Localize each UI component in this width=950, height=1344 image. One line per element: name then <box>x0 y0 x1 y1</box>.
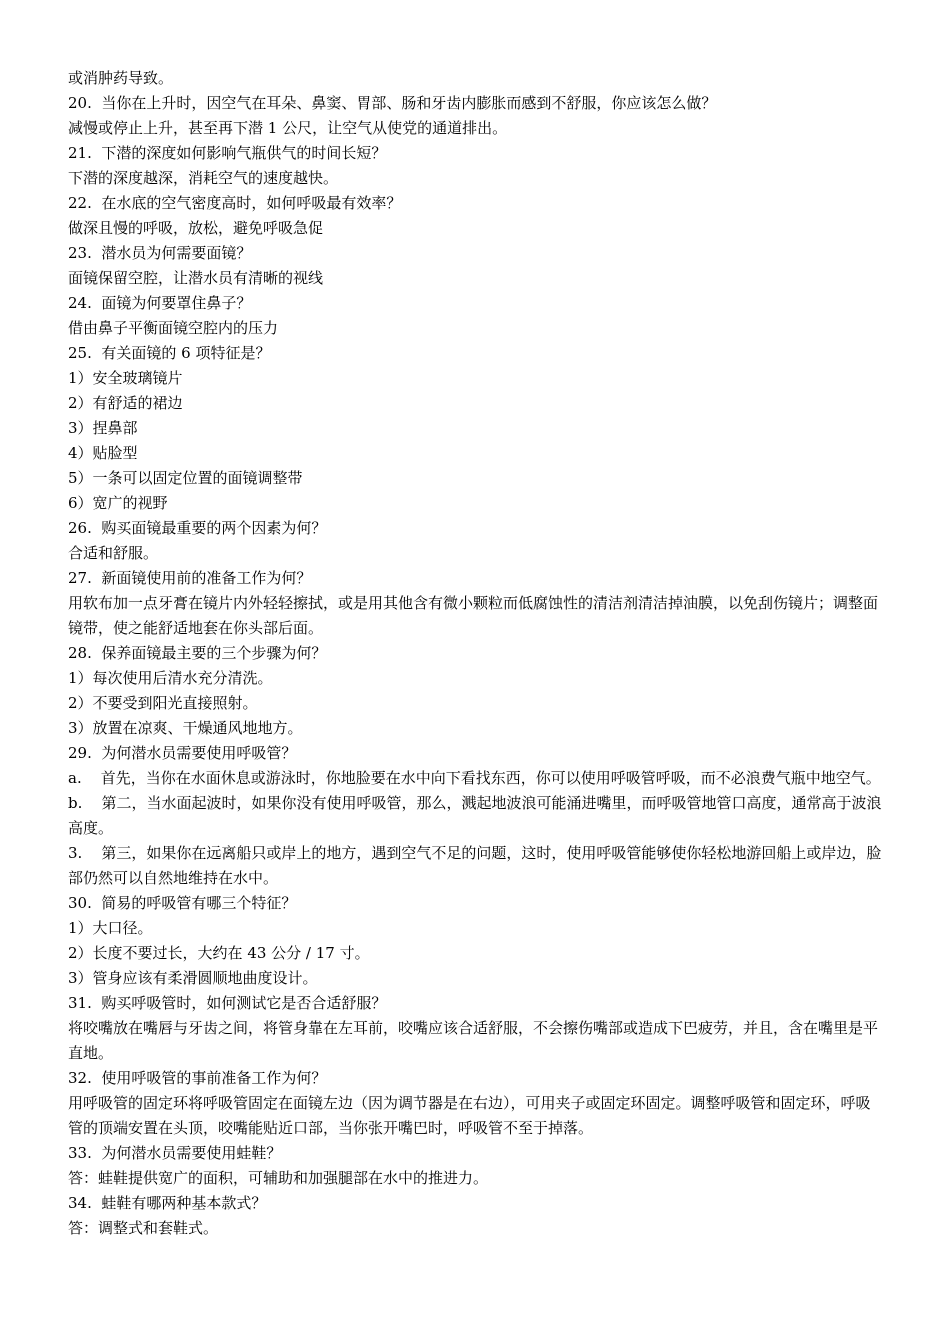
list-item: 3）捏鼻部 <box>68 419 138 437</box>
answer-33: 答：蛙鞋提供宽广的面积，可辅助和加强腿部在水中的推进力。 <box>68 1169 489 1187</box>
list-item: 1）大口径。 <box>68 919 153 937</box>
answer-20: 减慢或停止上升，甚至再下潜 1 公尺，让空气从使党的通道排出。 <box>68 119 508 137</box>
answer-32: 用呼吸管的固定环将呼吸管固定在面镜左边（因为调节器是在右边），可用夹子或固定环固定。调整呼吸管和固定环，呼吸管的顶端安置在头顶，咬嘴能贴近口部，当你张开嘴巴时，呼吸管不至于掉落。 <box>68 1094 871 1137</box>
text-line-continuation: 或消肿药导致。 <box>68 69 174 87</box>
question-34: 34. 蛙鞋有哪两种基本款式？ <box>68 1194 267 1212</box>
question-25: 25. 有关面镜的 6 项特征是？ <box>68 344 271 362</box>
answer-34: 答：调整式和套鞋式。 <box>68 1219 219 1237</box>
document-body <box>68 66 883 1241</box>
answer-27: 用软布加一点牙膏在镜片内外轻轻擦拭，或是用其他含有微小颗粒而低腐蚀性的清洁剂清洁掉油膜，以免刮伤镜片；调整面镜带，使之能舒适地套在你头部后面。 <box>68 594 879 637</box>
question-29: 29. 为何潜水员需要使用呼吸管？ <box>68 744 297 762</box>
question-27: 27. 新面镜使用前的准备工作为何？ <box>68 569 312 587</box>
question-24: 24. 面镜为何要罩住鼻子？ <box>68 294 252 312</box>
question-21: 21. 下潜的深度如何影响气瓶供气的时间长短？ <box>68 144 387 162</box>
list-item: b. 第二，当水面起波时，如果你没有使用呼吸管，那么，溅起地波浪可能涌进嘴里，而呼吸管地管口高度，通常高于波浪高度。 <box>68 794 882 837</box>
list-item: a. 首先，当你在水面休息或游泳时，你地脸要在水中向下看找东西，你可以使用呼吸管呼吸，而不必浪费气瓶中地空气。 <box>68 769 881 787</box>
list-item: 4）贴脸型 <box>68 444 138 462</box>
question-20: 20. 当你在上升时，因空气在耳朵、鼻窦、胃部、肠和牙齿内膨胀而感到不舒服，你应该怎么做？ <box>68 94 717 112</box>
answer-23: 面镜保留空腔，让潜水员有清晰的视线 <box>68 269 324 287</box>
question-33: 33. 为何潜水员需要使用蛙鞋？ <box>68 1144 282 1162</box>
list-item: 3. 第三，如果你在远离船只或岸上的地方，遇到空气不足的问题，这时，使用呼吸管能够使你轻松地游回船上或岸边，脸部仍然可以自然地维持在水中。 <box>68 844 882 887</box>
question-26: 26. 购买面镜最重要的两个因素为何？ <box>68 519 327 537</box>
list-item: 2）不要受到阳光直接照射。 <box>68 694 258 712</box>
list-item: 3）放置在凉爽、干燥通风地地方。 <box>68 719 303 737</box>
answer-26: 合适和舒服。 <box>68 544 159 562</box>
list-item: 1）安全玻璃镜片 <box>68 369 183 387</box>
answer-31: 将咬嘴放在嘴唇与牙齿之间，将管身靠在左耳前，咬嘴应该合适舒服，不会擦伤嘴部或造成下巴疲劳，并且，含在嘴里是平直地。 <box>68 1019 879 1062</box>
list-item: 5）一条可以固定位置的面镜调整带 <box>68 469 303 487</box>
answer-21: 下潜的深度越深，消耗空气的速度越快。 <box>68 169 339 187</box>
list-item: 3）管身应该有柔滑圆顺地曲度设计。 <box>68 969 318 987</box>
list-item: 6）宽广的视野 <box>68 494 168 512</box>
question-23: 23. 潜水员为何需要面镜？ <box>68 244 252 262</box>
list-item: 2）长度不要过长，大约在 43 公分 / 17 寸。 <box>68 944 370 962</box>
answer-24: 借由鼻子平衡面镜空腔内的压力 <box>68 319 279 337</box>
question-28: 28. 保养面镜最主要的三个步骤为何？ <box>68 644 327 662</box>
list-item: 1）每次使用后清水充分清洗。 <box>68 669 273 687</box>
question-31: 31. 购买呼吸管时，如何测试它是否合适舒服？ <box>68 994 387 1012</box>
question-32: 32. 使用呼吸管的事前准备工作为何？ <box>68 1069 327 1087</box>
answer-22: 做深且慢的呼吸，放松，避免呼吸急促 <box>68 219 324 237</box>
question-22: 22. 在水底的空气密度高时，如何呼吸最有效率？ <box>68 194 402 212</box>
list-item: 2）有舒适的裙边 <box>68 394 183 412</box>
question-30: 30. 简易的呼吸管有哪三个特征？ <box>68 894 297 912</box>
